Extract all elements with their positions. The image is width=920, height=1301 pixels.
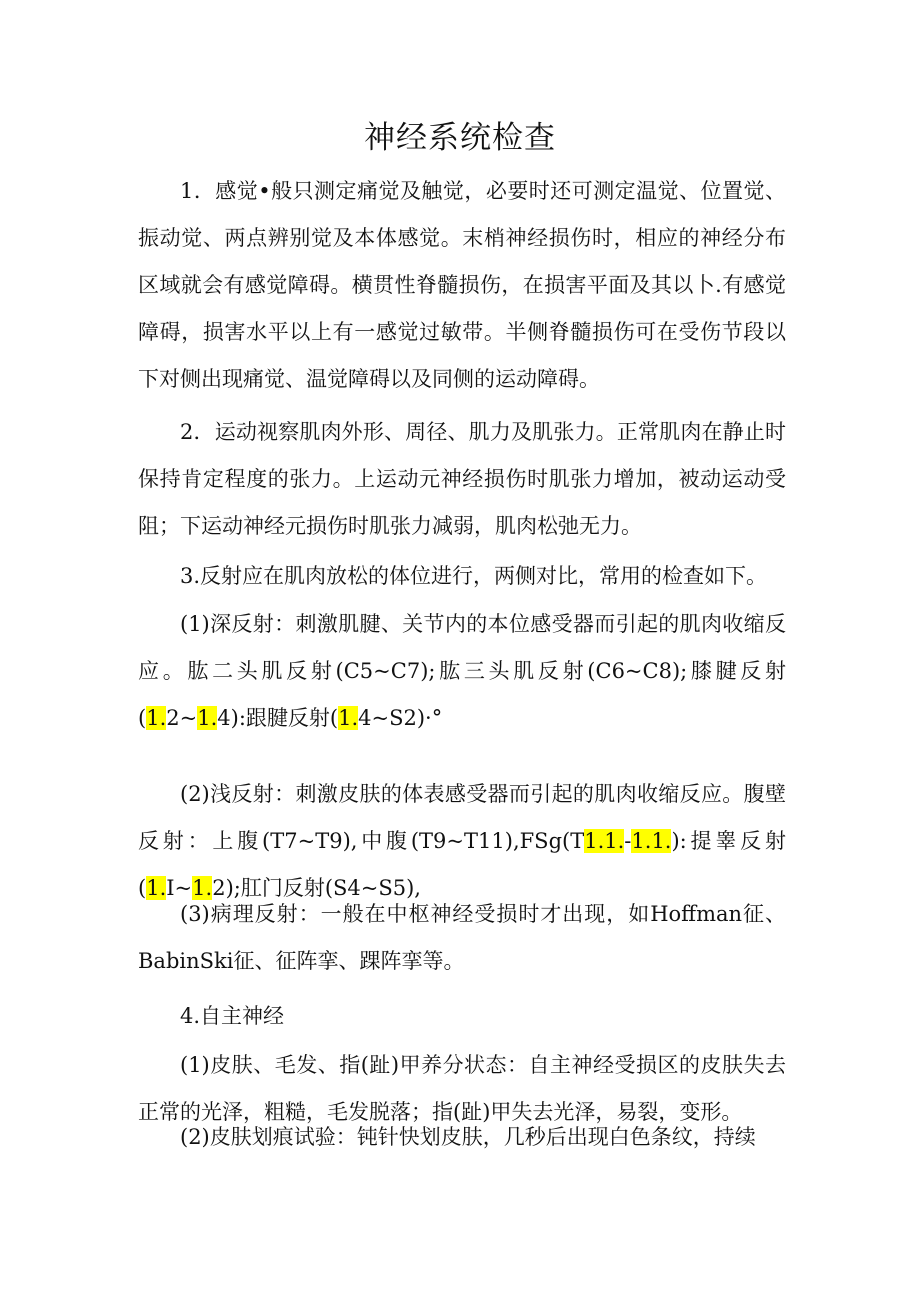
deep-reflex-text-c: 4):跟腱反射( xyxy=(217,706,339,730)
superficial-reflex-text-a: (2)浅反射：刺激皮肤的体表感受器而引起的肌肉收缩反应。腹壁反射：上腹(T7~T9),中腹(T9~T11),FSg(T xyxy=(138,782,786,853)
superficial-reflex-text-c: ):提睾反射( xyxy=(138,829,786,900)
highlight-mark: 1.1. xyxy=(584,829,625,853)
highlight-mark: 1. xyxy=(197,706,218,730)
highlight-mark: 1. xyxy=(146,706,167,730)
deep-reflex-text-a: (1)深反射：刺激肌腱、关节内的本位感受器而引起的肌肉收缩反应。肱二头肌反射(C5~C7);肱三头肌反射(C6~C8);膝腱反射( xyxy=(138,612,786,730)
highlight-mark: 1. xyxy=(338,706,359,730)
deep-reflex-text-d: 4~S2)·° xyxy=(358,706,443,730)
paragraph-reflex-intro: 3.反射应在肌肉放松的体位进行，两侧对比，常用的检查如下。 xyxy=(180,564,768,588)
paragraph-autonomic-heading: 4.自主神经 xyxy=(180,1004,285,1028)
deep-reflex-text-b: 2~ xyxy=(166,706,198,730)
superficial-reflex-text-d: I~ xyxy=(166,876,193,900)
document-title: 神经系统检查 xyxy=(364,120,556,156)
paragraph-motor: 2．运动视察肌肉外形、周径、肌力及肌张力。正常肌肉在静止时保持肯定程度的张力。上运动元神经损伤时肌张力增加，被动运动受阻；下运动神经元损伤时肌张力减弱，肌肉松弛无力。 xyxy=(138,420,786,538)
paragraph-deep-reflex xyxy=(138,601,786,742)
highlight-mark: 1. xyxy=(146,876,167,900)
paragraph-skin-hair-nails: (1)皮肤、毛发、指(趾)甲养分状态：自主神经受损区的皮肤失去正常的光泽，粗糙，毛发脱落；指(趾)甲失去光泽，易裂，变形。 xyxy=(138,1053,786,1124)
superficial-reflex-text-b: - xyxy=(624,829,632,853)
paragraph-sensation: 1．感觉•般只测定痛觉及触觉，必要时还可测定温觉、位置觉、振动觉、两点辨别觉及本体感觉。末梢神经损伤时，相应的神经分布区域就会有感觉障碍。横贯性脊髓损伤，在损害平面及其以卜.有感觉障碍，损害水平以上有一感觉过敏带。半侧脊髓损伤可在受伤节段以下对侧出现痛觉、温觉障碍以及同侧的运动障碍。 xyxy=(138,179,786,391)
paragraph-skin-scratch-test: (2)皮肤划痕试验：钝针快划皮肤，几秒后出现白色条纹，持续 xyxy=(180,1125,756,1149)
superficial-reflex-text-e: 2);肛门反射(S4~S5), xyxy=(212,876,421,900)
paragraph-pathological-reflex: (3)病理反射：一般在中枢神经受损时才出现，如Hoffman征、BabinSki征、征阵挛、踝阵挛等。 xyxy=(138,902,786,973)
highlight-mark: 1. xyxy=(192,876,213,900)
highlight-mark: 1.1. xyxy=(631,829,672,853)
